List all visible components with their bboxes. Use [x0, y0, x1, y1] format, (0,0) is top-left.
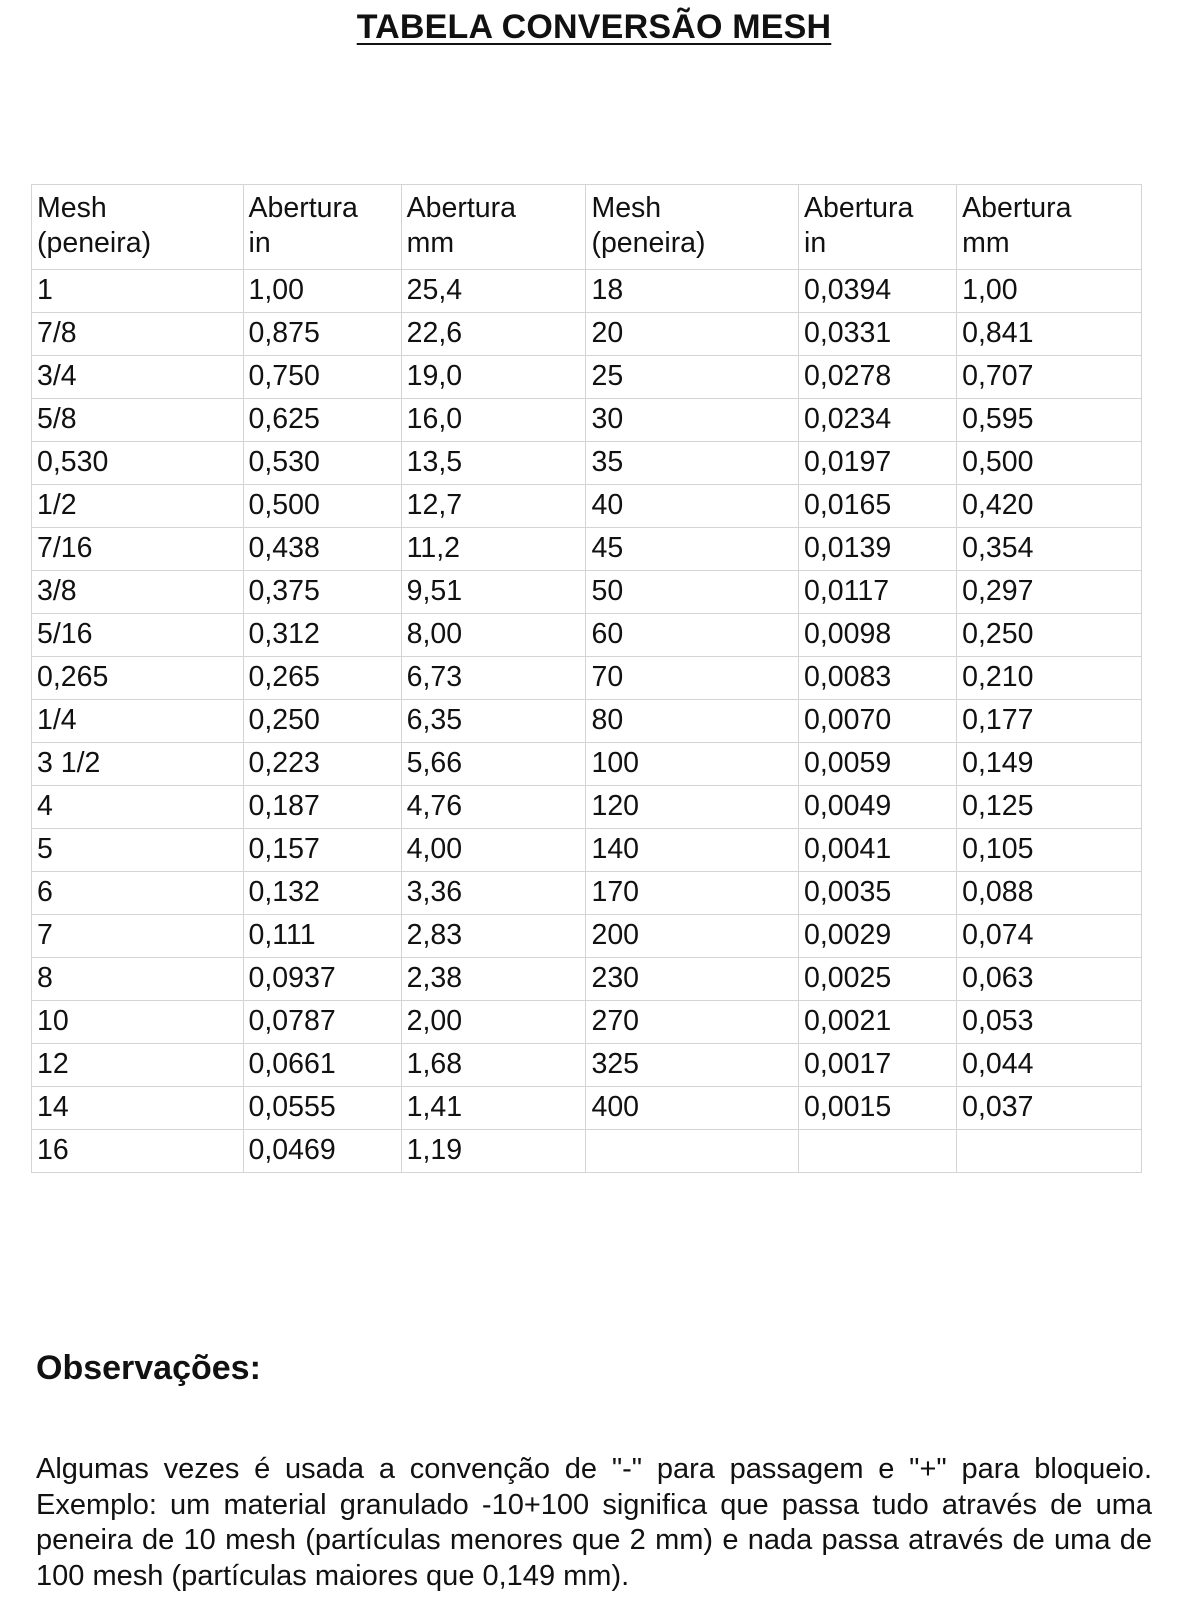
- table-cell: 0,0049: [799, 786, 957, 829]
- table-cell: 11,2: [401, 528, 586, 571]
- table-cell: 45: [586, 528, 799, 571]
- table-row: [32, 872, 1142, 915]
- table-cell: 0,0017: [799, 1044, 957, 1087]
- table-cell: 12,7: [401, 485, 586, 528]
- table-cell: 19,0: [401, 356, 586, 399]
- table-cell: 0,0278: [799, 356, 957, 399]
- table-cell: 0,265: [243, 657, 401, 700]
- column-header: [401, 185, 586, 270]
- table-cell: 4: [32, 786, 244, 829]
- table-cell: 7: [32, 915, 244, 958]
- table-cell: 0,0937: [243, 958, 401, 1001]
- table-cell: 20: [586, 313, 799, 356]
- table-cell: 0,875: [243, 313, 401, 356]
- table-cell: 0,0117: [799, 571, 957, 614]
- column-header-line1: Abertura: [804, 192, 914, 224]
- table-cell: 0,420: [957, 485, 1142, 528]
- table-cell: 0,063: [957, 958, 1142, 1001]
- table-cell: [586, 1130, 799, 1173]
- table-cell: 7/8: [32, 313, 244, 356]
- table-cell: 9,51: [401, 571, 586, 614]
- column-header-line2: mm: [406, 227, 455, 260]
- table-cell: 0,354: [957, 528, 1142, 571]
- table-cell: 22,6: [401, 313, 586, 356]
- table-cell: 0,0059: [799, 743, 957, 786]
- table-cell: 13,5: [401, 442, 586, 485]
- table-cell: 0,105: [957, 829, 1142, 872]
- table-row: [32, 399, 1142, 442]
- column-header-line2: (peneira): [37, 227, 152, 260]
- table-cell: 0,0469: [243, 1130, 401, 1173]
- table-cell: 0,210: [957, 657, 1142, 700]
- table-cell: 6,73: [401, 657, 586, 700]
- table-cell: 0,375: [243, 571, 401, 614]
- table-cell: 0,438: [243, 528, 401, 571]
- table-row: [32, 1001, 1142, 1044]
- column-header: [799, 185, 957, 270]
- table-body: [32, 270, 1142, 1173]
- table-row: [32, 485, 1142, 528]
- column-header-line2: (peneira): [591, 227, 706, 260]
- table-cell: 0,500: [957, 442, 1142, 485]
- table-row: [32, 657, 1142, 700]
- table-cell: 0,500: [243, 485, 401, 528]
- table-cell: 1/4: [32, 700, 244, 743]
- table-cell: 0,088: [957, 872, 1142, 915]
- table-cell: 14: [32, 1087, 244, 1130]
- table-header: [32, 185, 1142, 270]
- table-cell: 0,0555: [243, 1087, 401, 1130]
- table-cell: 1,19: [401, 1130, 586, 1173]
- table-cell: 30: [586, 399, 799, 442]
- table-cell: 6,35: [401, 700, 586, 743]
- table-cell: 0,0098: [799, 614, 957, 657]
- column-header: [957, 185, 1142, 270]
- table-cell: 0,0015: [799, 1087, 957, 1130]
- table-cell: 0,0035: [799, 872, 957, 915]
- table-cell: 5: [32, 829, 244, 872]
- table-cell: 5,66: [401, 743, 586, 786]
- column-header-line1: Mesh: [37, 192, 107, 224]
- table-cell: 8,00: [401, 614, 586, 657]
- table-cell: 16,0: [401, 399, 586, 442]
- table-cell: 0,297: [957, 571, 1142, 614]
- table-cell: 0,0197: [799, 442, 957, 485]
- column-header-line1: Abertura: [962, 192, 1072, 224]
- table-cell: 0,0025: [799, 958, 957, 1001]
- table-cell: 325: [586, 1044, 799, 1087]
- table-cell: 8: [32, 958, 244, 1001]
- table-cell: 1/2: [32, 485, 244, 528]
- table-cell: 0,044: [957, 1044, 1142, 1087]
- table-row: [32, 442, 1142, 485]
- table-cell: 0,0041: [799, 829, 957, 872]
- table-cell: 2,83: [401, 915, 586, 958]
- table-row: [32, 356, 1142, 399]
- table-row: [32, 1130, 1142, 1173]
- table-cell: 5/8: [32, 399, 244, 442]
- column-header-line2: in: [248, 227, 271, 260]
- table-row: [32, 1044, 1142, 1087]
- table-cell: 0,750: [243, 356, 401, 399]
- table-cell: 0,595: [957, 399, 1142, 442]
- table-cell: 0,0139: [799, 528, 957, 571]
- table-cell: 3 1/2: [32, 743, 244, 786]
- table-cell: 400: [586, 1087, 799, 1130]
- table-cell: 0,0083: [799, 657, 957, 700]
- table-cell: 200: [586, 915, 799, 958]
- table-cell: 0,312: [243, 614, 401, 657]
- table-cell: 0,125: [957, 786, 1142, 829]
- table-cell: 18: [586, 270, 799, 313]
- table-cell: 25: [586, 356, 799, 399]
- table-cell: 0,157: [243, 829, 401, 872]
- table-cell: 0,0234: [799, 399, 957, 442]
- table-cell: 5/16: [32, 614, 244, 657]
- table-cell: 0,149: [957, 743, 1142, 786]
- column-header-line1: Abertura: [248, 192, 358, 224]
- table-cell: 0,0165: [799, 485, 957, 528]
- table-cell: 1,00: [957, 270, 1142, 313]
- table-cell: 80: [586, 700, 799, 743]
- table-cell: 140: [586, 829, 799, 872]
- table-cell: 0,707: [957, 356, 1142, 399]
- table-cell: 40: [586, 485, 799, 528]
- table-cell: 0,250: [243, 700, 401, 743]
- table-cell: 7/16: [32, 528, 244, 571]
- table-cell: 0,177: [957, 700, 1142, 743]
- table-cell: 25,4: [401, 270, 586, 313]
- table-cell: 0,841: [957, 313, 1142, 356]
- table-cell: 0,265: [32, 657, 244, 700]
- header-row: [32, 185, 1142, 270]
- table-cell: 0,037: [957, 1087, 1142, 1130]
- table-cell: 0,187: [243, 786, 401, 829]
- table-row: [32, 958, 1142, 1001]
- observations-heading: Observações:: [36, 1349, 261, 1387]
- table-row: [32, 915, 1142, 958]
- table-cell: 1,68: [401, 1044, 586, 1087]
- table-cell: 35: [586, 442, 799, 485]
- table-row: [32, 1087, 1142, 1130]
- column-header: [243, 185, 401, 270]
- table-cell: 4,76: [401, 786, 586, 829]
- table-cell: 2,38: [401, 958, 586, 1001]
- table-row: [32, 829, 1142, 872]
- table-cell: 1,41: [401, 1087, 586, 1130]
- mesh-conversion-table: [31, 184, 1142, 1173]
- column-header-line1: Abertura: [406, 192, 516, 224]
- table-cell: 120: [586, 786, 799, 829]
- table-cell: 230: [586, 958, 799, 1001]
- column-header: [586, 185, 799, 270]
- table-cell: 10: [32, 1001, 244, 1044]
- table-cell: 0,530: [32, 442, 244, 485]
- table-row: [32, 614, 1142, 657]
- table-cell: 0,053: [957, 1001, 1142, 1044]
- table-cell: 100: [586, 743, 799, 786]
- table-cell: 1,00: [243, 270, 401, 313]
- table-cell: [799, 1130, 957, 1173]
- column-header-line1: Mesh: [591, 192, 662, 224]
- table-cell: 0,111: [243, 915, 401, 958]
- table-row: [32, 700, 1142, 743]
- table-cell: 70: [586, 657, 799, 700]
- table-cell: 6: [32, 872, 244, 915]
- table-cell: 3,36: [401, 872, 586, 915]
- table-cell: 3/8: [32, 571, 244, 614]
- column-header: [32, 185, 244, 270]
- table-cell: 0,0787: [243, 1001, 401, 1044]
- table-cell: 50: [586, 571, 799, 614]
- table-cell: 0,0661: [243, 1044, 401, 1087]
- table-row: [32, 743, 1142, 786]
- table-cell: 2,00: [401, 1001, 586, 1044]
- table-row: [32, 571, 1142, 614]
- table-cell: 4,00: [401, 829, 586, 872]
- table-cell: 0,0070: [799, 700, 957, 743]
- table-cell: 60: [586, 614, 799, 657]
- table-cell: 12: [32, 1044, 244, 1087]
- table-row: [32, 270, 1142, 313]
- table-cell: [957, 1130, 1142, 1173]
- table-cell: 16: [32, 1130, 244, 1173]
- table-cell: 0,074: [957, 915, 1142, 958]
- table-row: [32, 313, 1142, 356]
- table-cell: 0,0021: [799, 1001, 957, 1044]
- table-row: [32, 528, 1142, 571]
- table-cell: 0,0331: [799, 313, 957, 356]
- table-cell: 0,223: [243, 743, 401, 786]
- table-cell: 0,0394: [799, 270, 957, 313]
- table-cell: 1: [32, 270, 244, 313]
- column-header-line2: in: [804, 227, 827, 260]
- table-cell: 0,250: [957, 614, 1142, 657]
- page-title: TABELA CONVERSÃO MESH: [356, 8, 832, 46]
- table-cell: 3/4: [32, 356, 244, 399]
- column-header-line2: mm: [962, 227, 1010, 260]
- table-cell: 0,132: [243, 872, 401, 915]
- table-cell: 0,625: [243, 399, 401, 442]
- table-cell: 270: [586, 1001, 799, 1044]
- observations-text: Algumas vezes é usada a convenção de "-" para passagem e "+" para bloqueio. Exemplo: um material granulado -10+100 significa que passa tudo através de uma peneira de 10 mesh (partículas menores que 2 mm) e nada passa através de uma de 100 mesh (partículas maiores que 0,149 mm).: [36, 1453, 1152, 1592]
- table-cell: 0,0029: [799, 915, 957, 958]
- table-cell: 0,530: [243, 442, 401, 485]
- table-cell: 170: [586, 872, 799, 915]
- table-row: [32, 786, 1142, 829]
